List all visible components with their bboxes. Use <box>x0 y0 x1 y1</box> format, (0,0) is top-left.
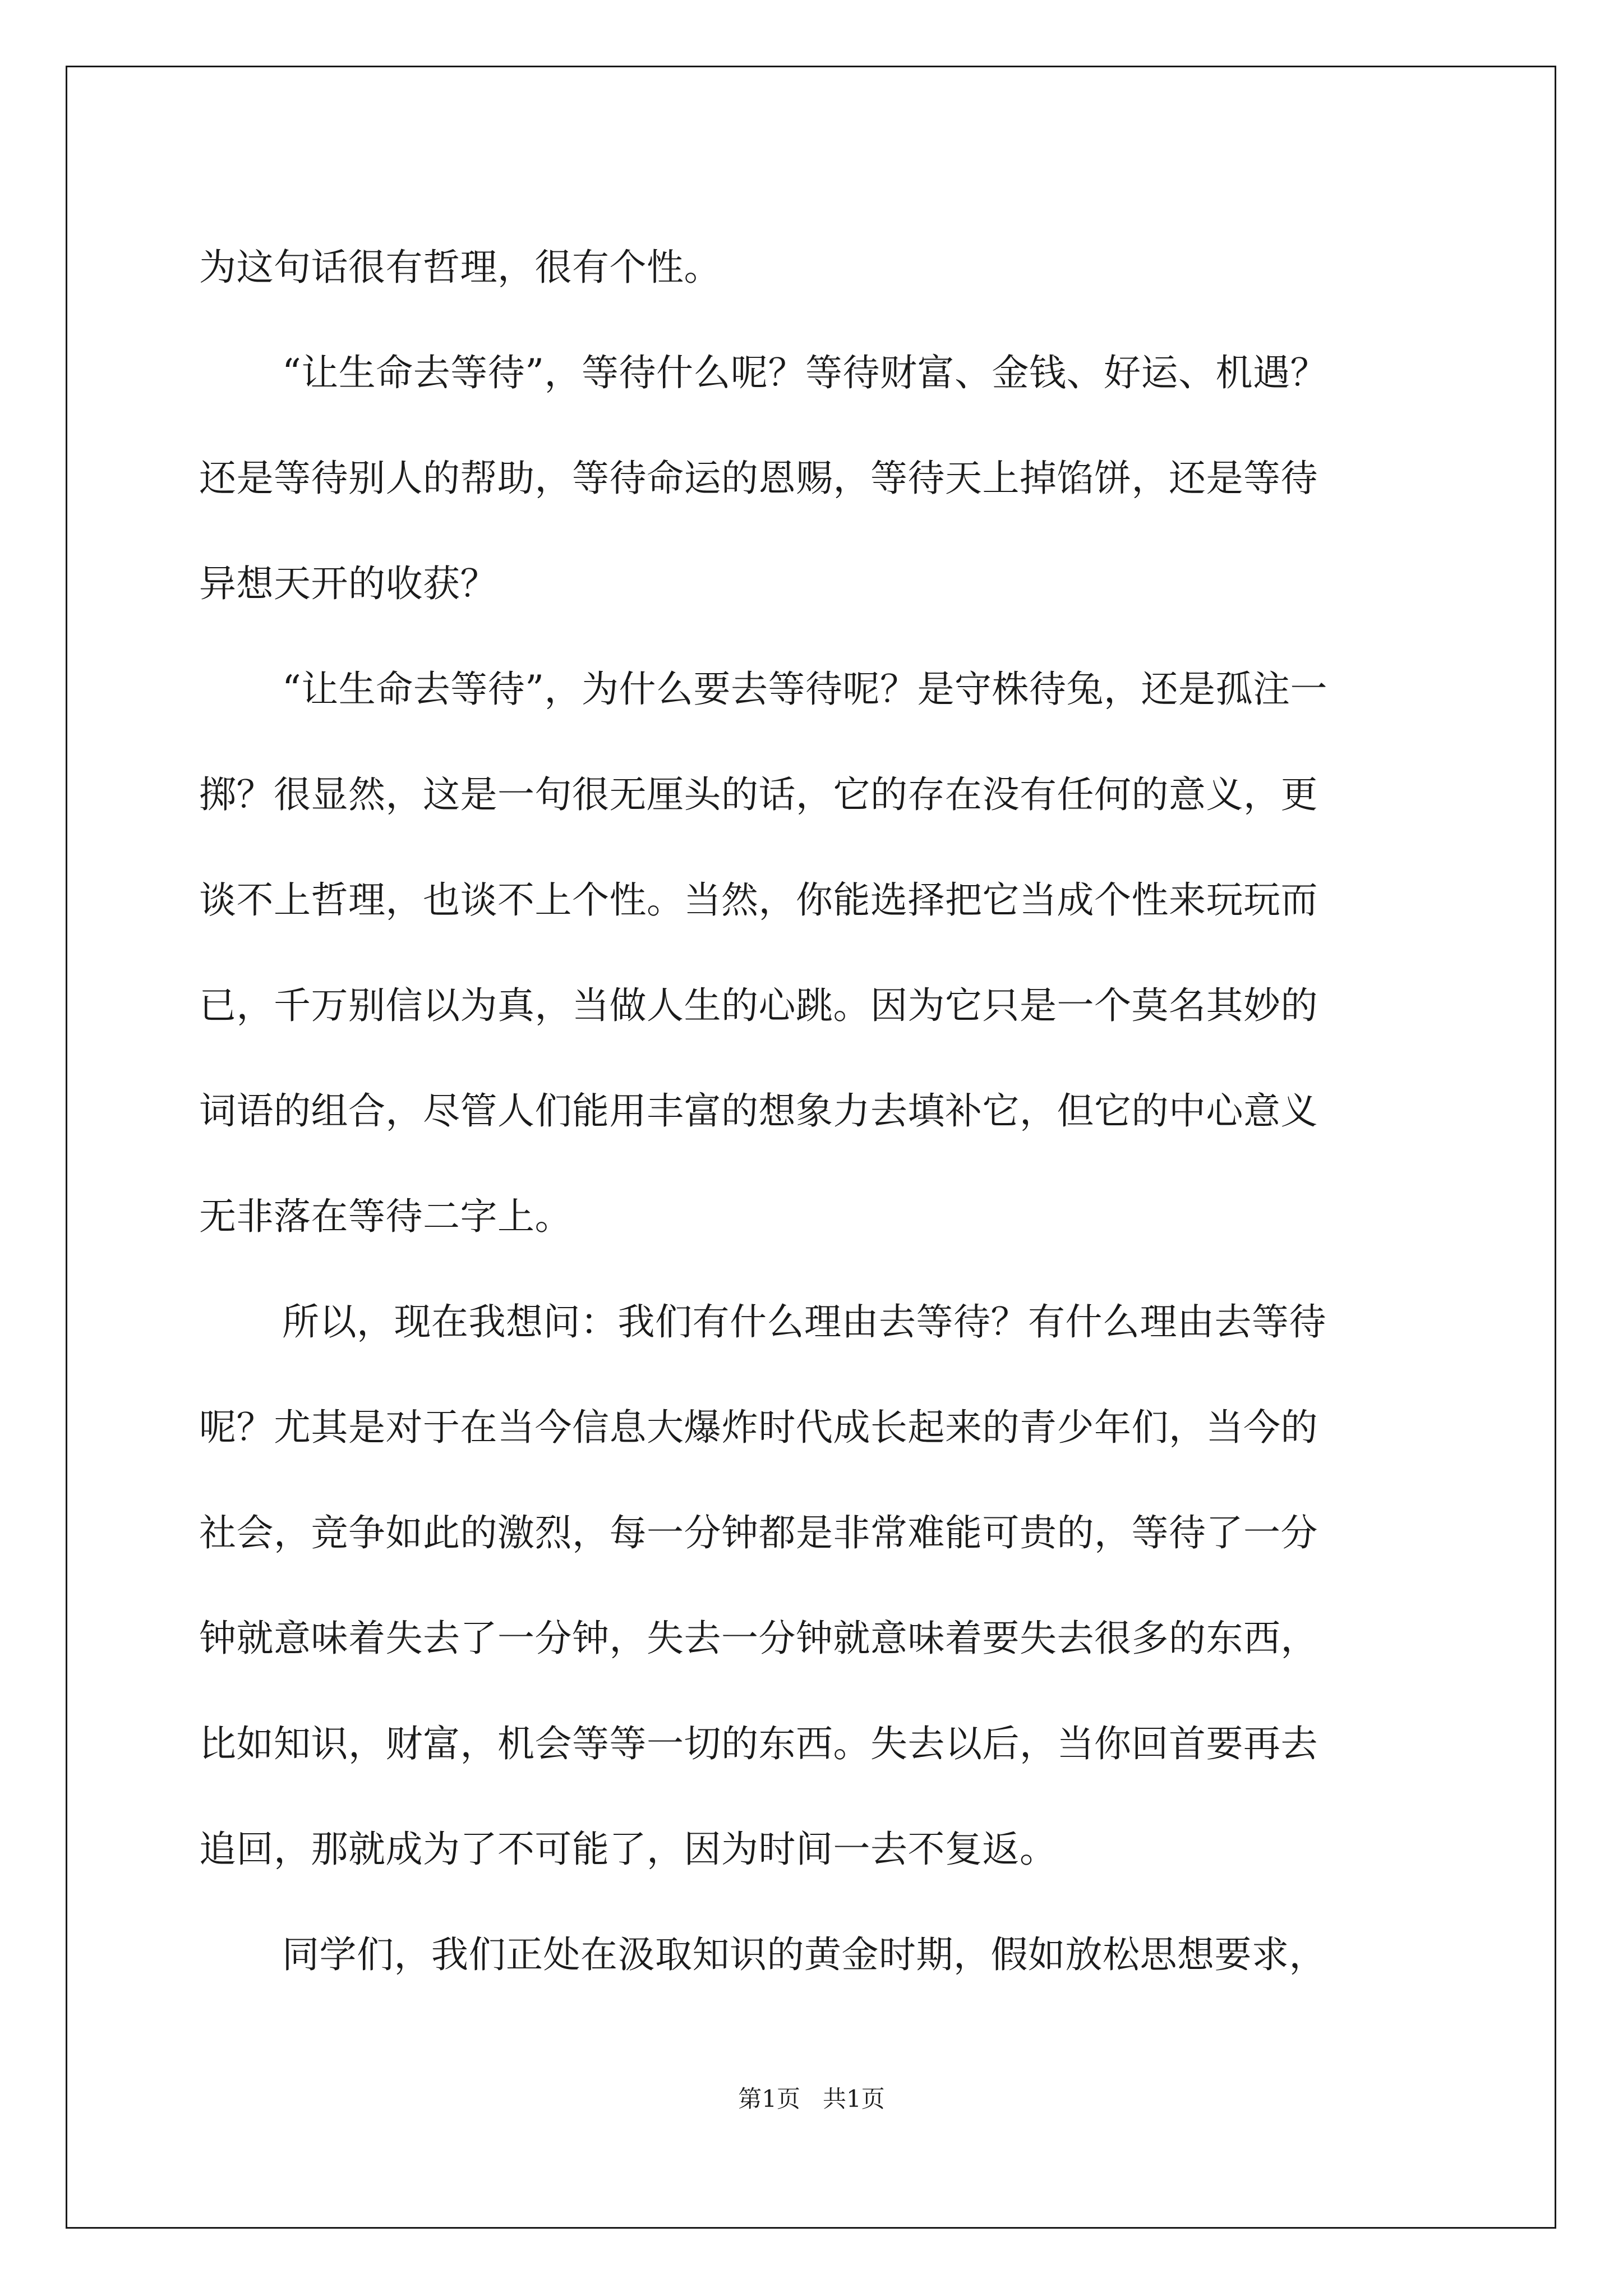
text-line: 异想天开的收获？ <box>199 562 497 605</box>
body-text <box>199 215 1433 2008</box>
text-line: 掷？很显然，这是一句很无厘头的话，它的存在没有任何的意义，更 <box>199 773 1318 816</box>
text-line: “让生命去等待”，等待什么呢？等待财富、金钱、好运、机遇？ <box>282 351 1327 394</box>
text-line: 比如知识，财富，机会等等一切的东西。失去以后，当你回首要再去 <box>199 1722 1318 1765</box>
text-line: 已，千万别信以为真，当做人生的心跳。因为它只是一个莫名其妙的 <box>199 984 1318 1027</box>
text-line: 词语的组合，尽管人们能用丰富的想象力去填补它，但它的中心意义 <box>199 1089 1318 1133</box>
text-line: 还是等待别人的帮助，等待命运的恩赐，等待天上掉馅饼，还是等待 <box>199 457 1318 500</box>
text-line: 谈不上哲理，也谈不上个性。当然，你能选择把它当成个性来玩玩而 <box>199 878 1318 922</box>
text-line: “让生命去等待”，为什么要去等待呢？是守株待兔，还是孤注一 <box>282 668 1327 711</box>
text-line: 无非落在等待二字上。 <box>199 1195 572 1238</box>
text-line: 钟就意味着失去了一分钟，失去一分钟就意味着要失去很多的东西， <box>199 1617 1318 1660</box>
text-line: 为这句话很有哲理，很有个性。 <box>199 246 721 289</box>
text-line: 呢？尤其是对于在当今信息大爆炸时代成长起来的青少年们，当今的 <box>199 1406 1318 1449</box>
text-line: 同学们，我们正处在汲取知识的黄金时期，假如放松思想要求， <box>282 1933 1326 1976</box>
text-line: 追回，那就成为了不可能了，因为时间一去不复返。 <box>199 1828 1057 1871</box>
text-line: 所以，现在我想问：我们有什么理由去等待？有什么理由去等待 <box>282 1300 1326 1343</box>
text-line: 社会，竞争如此的激烈，每一分钟都是非常难能可贵的，等待了一分 <box>199 1511 1318 1554</box>
page-footer: 第1页 共1页 <box>738 2085 885 2113</box>
